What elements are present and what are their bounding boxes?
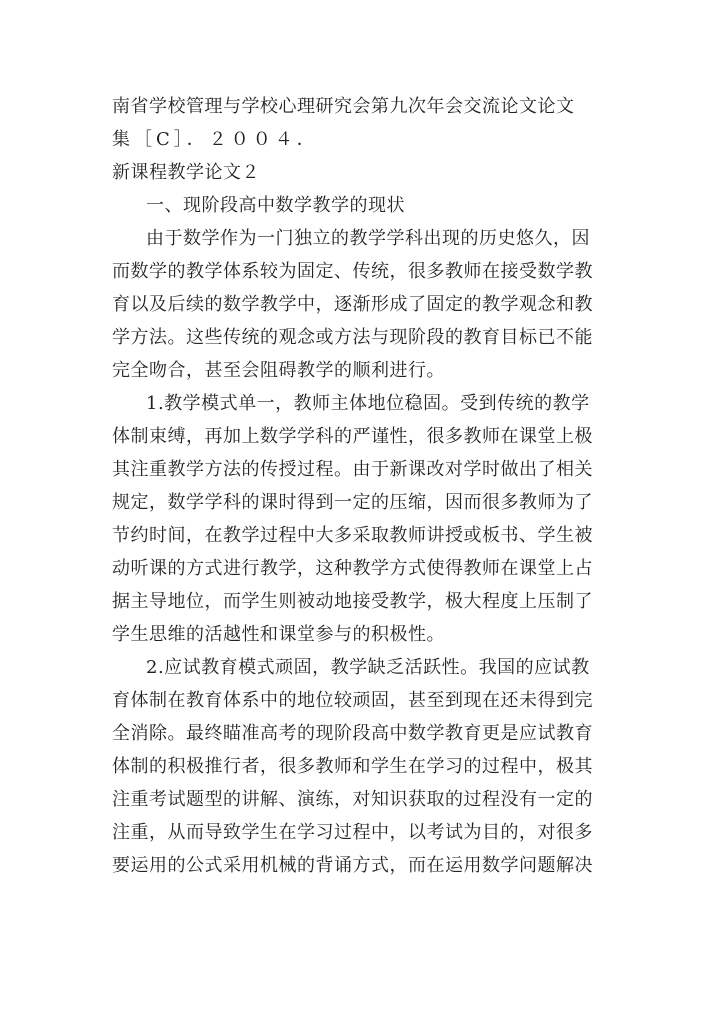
paragraph-line: 动听课的方式进行教学，这种教学方式使得教师在课堂上占 xyxy=(112,558,593,579)
paragraph-line: 而数学的教学体系较为固定、传统，很多教师在接受数学教 xyxy=(112,261,593,282)
article-title: 新课程教学论文２ xyxy=(112,162,260,183)
paragraph-line: 育以及后续的数学教学中，逐渐形成了固定的教学观念和教 xyxy=(112,294,593,315)
paragraph-line: 要运用的公式采用机械的背诵方式，而在运用数学问题解决 xyxy=(112,855,593,876)
paragraph-line: 注重考试题型的讲解、演练，对知识获取的过程没有一定的 xyxy=(112,789,593,810)
paragraph-line: 2.应试教育模式顽固，教学缺乏活跃性。我国的应试教 xyxy=(146,657,590,678)
paragraph-line: 规定，数学学科的课时得到一定的压缩，因而很多教师为了 xyxy=(112,492,593,513)
paragraph-line: 据主导地位，而学生则被动地接受教学，极大程度上压制了 xyxy=(112,591,593,612)
paragraph-line: 学方法。这些传统的观念或方法与现阶段的教育目标已不能 xyxy=(112,327,593,348)
paragraph-line: 1.教学模式单一，教师主体地位稳固。受到传统的教学 xyxy=(146,393,590,414)
section-heading: 一、现阶段高中数学教学的现状 xyxy=(146,195,405,216)
paragraph-line: 育体制在教育体系中的地位较顽固，甚至到现在还未得到完 xyxy=(112,690,593,711)
paragraph-line: 全消除。最终瞄准高考的现阶段高中数学教育更是应试教育 xyxy=(112,723,593,744)
reference-line-1: 南省学校管理与学校心理研究会第九次年会交流论文论文 xyxy=(112,96,575,117)
reference-line-2: 集［C］．２００４． xyxy=(112,129,319,150)
paragraph-line: 体制束缚，再加上数学学科的严谨性，很多教师在课堂上极 xyxy=(112,426,593,447)
paragraph-line: 节约时间，在教学过程中大多采取教师讲授或板书、学生被 xyxy=(112,525,593,546)
document-body xyxy=(112,90,612,882)
paragraph-line: 其注重教学方法的传授过程。由于新课改对学时做出了相关 xyxy=(112,459,593,480)
paragraph-line: 完全吻合，甚至会阻碍教学的顺利进行。 xyxy=(112,360,445,381)
paragraph-line: 由于数学作为一门独立的教学学科出现的历史悠久，因 xyxy=(146,228,590,249)
paragraph-line: 学生思维的活越性和课堂参与的积极性。 xyxy=(112,624,445,645)
paragraph-line: 体制的积极推行者，很多教师和学生在学习的过程中，极其 xyxy=(112,756,593,777)
paragraph-line: 注重，从而导致学生在学习过程中，以考试为目的，对很多 xyxy=(112,822,593,843)
